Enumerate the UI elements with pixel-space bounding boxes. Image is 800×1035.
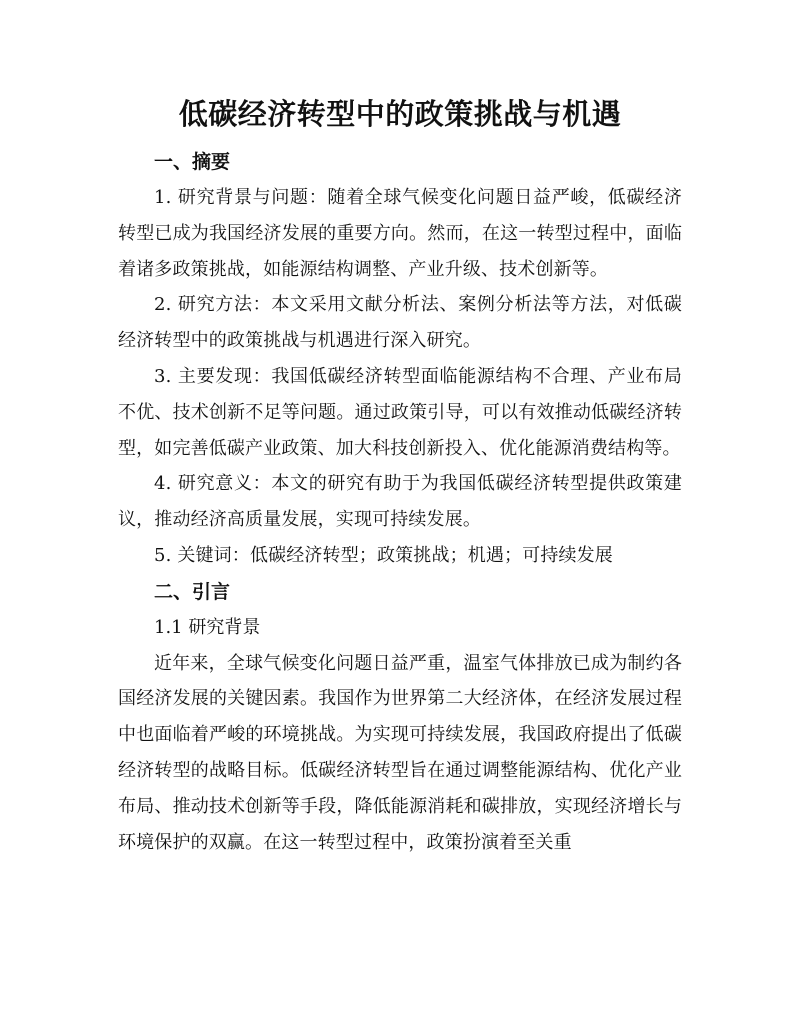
abstract-item-5: 5. 关键词：低碳经济转型；政策挑战；机遇；可持续发展: [154, 544, 613, 566]
abstract-item-1: 1. 研究背景与问题：随着全球气候变化问题日益严峻，低碳经济转型已成为我国经济发展的重要方向。然而，在这一转型过程中，面临着诸多政策挑战，如能源结构调整、产业升级、技术创新等。: [118, 187, 682, 280]
subheading-research-background: 1.1 研究背景: [154, 616, 261, 638]
abstract-item-4: 4. 研究意义：本文的研究有助于为我国低碳经济转型提供政策建议，推动经济高质量发展，实现可持续发展。: [118, 473, 682, 531]
abstract-item-3: 3. 主要发现：我国低碳经济转型面临能源结构不合理、产业布局不优、技术创新不足等问题。通过政策引导，可以有效推动低碳经济转型，如完善低碳产业政策、加大科技创新投入、优化能源消费结构等。: [118, 365, 682, 459]
document-title: 低碳经济转型中的政策挑战与机遇: [178, 97, 622, 131]
section-heading-abstract: 一、摘要: [154, 151, 231, 173]
abstract-item-2: 2. 研究方法：本文采用文献分析法、案例分析法等方法，对低碳经济转型中的政策挑战与机遇进行深入研究。: [118, 294, 682, 352]
section-heading-introduction: 二、引言: [154, 580, 231, 603]
introduction-paragraph: 近年来，全球气候变化问题日益严重，温室气体排放已成为制约各国经济发展的关键因素。我国作为世界第二大经济体，在经济发展过程中也面临着严峻的环境挑战。为实现可持续发展，我国政府提出了低碳经济转型的战略目标。低碳经济转型旨在通过调整能源结构、优化产业布局、推动技术创新等手段，降低能源消耗和碳排放，实现经济增长与环境保护的双赢。在这一转型过程中，政策扮演着至关重: [118, 652, 682, 853]
